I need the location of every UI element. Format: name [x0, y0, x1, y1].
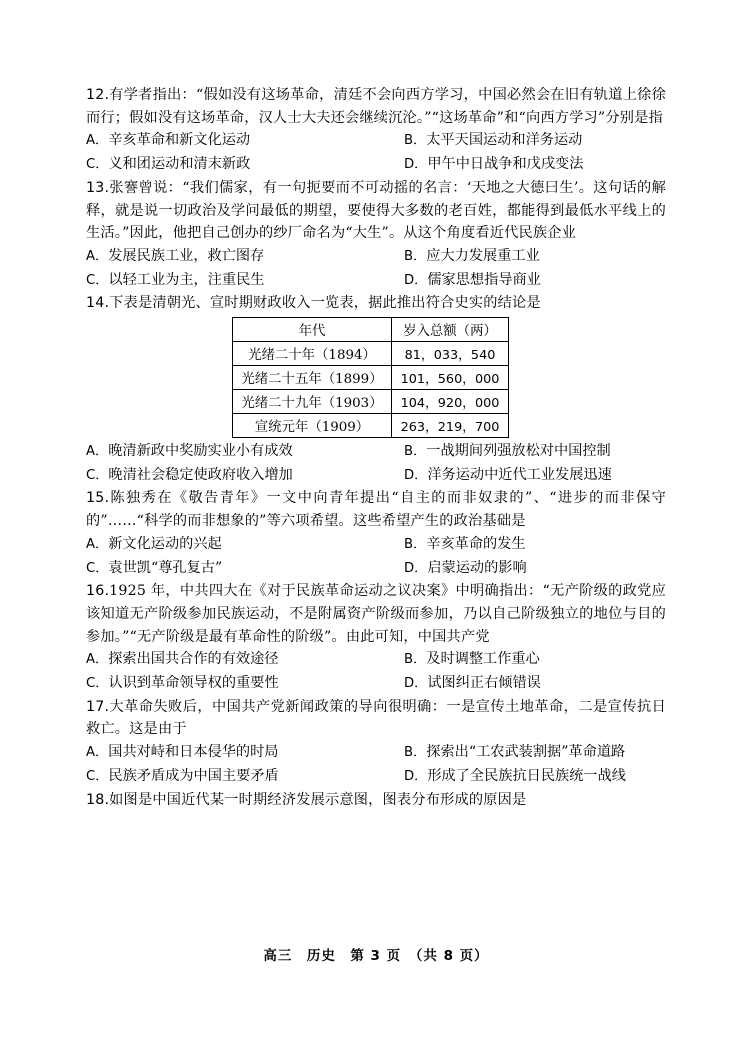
question-15-options — [86, 533, 666, 580]
option-c[interactable] — [86, 672, 404, 696]
option-letter: D． — [404, 467, 428, 483]
option-text: 太平天国运动和洋务运动 — [426, 132, 583, 149]
option-letter: C． — [86, 768, 109, 784]
table-cell-year: 宣统元年（1909） — [233, 414, 392, 438]
question-13-options — [86, 245, 666, 292]
option-text: 甲午中日战争和戊戌变法 — [427, 156, 584, 173]
option-letter: B． — [404, 536, 427, 552]
option-text: 辛亥革命和新文化运动 — [108, 132, 251, 149]
option-c[interactable] — [86, 557, 404, 581]
option-text: 探索出“工农武装割据”革命道路 — [426, 744, 626, 761]
question-18-stem — [86, 789, 666, 812]
option-c[interactable] — [86, 153, 404, 177]
option-b[interactable] — [404, 533, 666, 557]
option-text: 一战期间列强放松对中国控制 — [426, 443, 611, 460]
question-14-options — [86, 440, 666, 487]
question-14-stem — [86, 292, 666, 315]
option-letter: B． — [404, 133, 427, 149]
option-text: 辛亥革命的发生 — [426, 535, 526, 552]
question-list — [86, 84, 666, 811]
option-text: 民族矛盾成为中国主要矛盾 — [108, 767, 279, 784]
table-cell-year: 光绪二十五年（1899） — [233, 366, 392, 390]
table-cell-year: 光绪二十九年（1903） — [233, 390, 392, 414]
question-text: 有学者指出：“假如没有这场革命，清廷不会向西方学习，中国必然会在旧有轨道上徐徐而行；假如没有这场革命，汉人士大夫还会继续沉沦。”“这场革命”和“向西方学习”分别是指 — [86, 87, 666, 126]
option-letter: C． — [86, 560, 109, 576]
option-letter: A． — [86, 652, 109, 668]
option-letter: C． — [86, 272, 109, 288]
option-letter: B． — [404, 444, 427, 460]
option-letter: A． — [86, 133, 109, 149]
table-cell-year: 光绪二十年（1894） — [233, 342, 392, 366]
option-letter: D． — [404, 272, 428, 288]
option-a[interactable] — [86, 129, 404, 153]
option-letter: A． — [86, 444, 109, 460]
option-text: 国共对峙和日本侵华的时局 — [108, 744, 279, 761]
table-header: 年代 — [233, 318, 392, 342]
option-c[interactable] — [86, 464, 404, 488]
question-13-stem — [86, 177, 666, 245]
option-text: 晚清社会稳定使政府收入增加 — [108, 466, 293, 483]
option-a[interactable] — [86, 245, 404, 269]
option-letter: C． — [86, 676, 109, 692]
option-letter: A． — [86, 536, 109, 552]
question-text: 下表是清朝光、宣时期财政收入一览表，据此推出符合史实的结论是 — [109, 295, 541, 312]
question-17-stem — [86, 696, 666, 741]
option-letter: A． — [86, 248, 109, 264]
option-b[interactable] — [404, 129, 666, 153]
question-16-stem — [86, 580, 666, 648]
table-header: 岁入总额（两） — [392, 318, 509, 342]
option-text: 袁世凯“尊孔复古” — [108, 559, 223, 576]
question-text: 如图是中国近代某一时期经济发展示意图，图表分布形成的原因是 — [109, 791, 527, 808]
option-text: 探索出国共合作的有效途径 — [108, 651, 279, 668]
option-text: 以轻工业为主，注重民生 — [108, 271, 265, 288]
option-text: 认识到革命领导权的重要性 — [108, 675, 279, 692]
table-row — [233, 342, 509, 366]
option-letter: C． — [86, 467, 109, 483]
option-letter: D． — [404, 157, 428, 173]
option-b[interactable] — [404, 648, 666, 672]
option-b[interactable] — [404, 741, 666, 765]
question-text: 大革命失败后，中国共产党新闻政策的导向很明确：一是宣传土地革命，二是宣传抗日救亡。这是由于 — [86, 698, 666, 738]
question-number: 18. — [86, 791, 110, 808]
option-text: 形成了全民族抗日民族统一战线 — [427, 767, 626, 784]
option-letter: C． — [86, 157, 109, 173]
option-text: 应大力发展重工业 — [426, 247, 540, 264]
option-a[interactable] — [86, 440, 404, 464]
question-17-options — [86, 741, 666, 788]
question-15-stem — [86, 487, 666, 532]
table-header-row — [233, 318, 509, 342]
option-letter: A． — [86, 745, 109, 761]
option-text: 启蒙运动的影响 — [427, 559, 527, 576]
option-text: 发展民族工业，救亡图存 — [108, 247, 265, 264]
option-c[interactable] — [86, 269, 404, 293]
option-letter: B． — [404, 248, 427, 264]
question-number: 17. — [86, 698, 110, 715]
option-b[interactable] — [404, 245, 666, 269]
table-cell-revenue: 104，920，000 — [392, 390, 509, 414]
option-letter: D． — [404, 676, 428, 692]
option-letter: D． — [404, 768, 428, 784]
option-d[interactable] — [404, 153, 666, 177]
table-cell-revenue: 263，219，700 — [392, 414, 509, 438]
option-letter: D． — [404, 560, 428, 576]
question-text: 陈独秀在《敬告青年》一文中向青年提出“自主的而非奴隶的”、“进步的而非保守的”……“科学的而非想象的”等六项希望。这些希望产生的政治基础是 — [86, 490, 666, 530]
option-text: 洋务运动中近代工业发展迅速 — [427, 466, 612, 483]
option-text: 晚清新政中奖励实业小有成效 — [108, 443, 293, 460]
option-letter: B． — [404, 745, 427, 761]
option-text: 义和团运动和清末新政 — [108, 156, 251, 173]
table-row — [233, 390, 509, 414]
question-number: 12. — [86, 87, 110, 103]
option-text: 试图纠正右倾错误 — [427, 675, 541, 692]
option-b[interactable] — [404, 440, 666, 464]
table-row — [233, 414, 509, 438]
option-d[interactable] — [404, 269, 666, 293]
question-text: 1925 年，中共四大在《对于民族革命运动之议决案》中明确指出：“无产阶级的政党应该知道无产阶级参加民族运动，不是附属资产阶级而参加，乃以自己阶级独立的地位与目的参加。”“无产阶级是最有革命性的阶级”。由此可知，中国共产党 — [86, 583, 666, 645]
option-text: 新文化运动的兴起 — [108, 535, 222, 552]
option-d[interactable] — [404, 464, 666, 488]
table-cell-revenue: 81，033，540 — [392, 342, 509, 366]
revenue-table — [232, 317, 509, 438]
option-c[interactable] — [86, 765, 404, 789]
page-footer: 高三 历史 第 3 页 （共 8 页） — [263, 948, 489, 964]
option-text: 儒家思想指导商业 — [427, 271, 541, 288]
question-number: 15. — [86, 490, 110, 507]
question-text: 张謇曾说：“我们儒家，有一句扼要而不可动摇的名言：‘天地之大德曰生’。这句话的解释，就是说一切政治及学问最低的期望，要使得大多数的老百姓，都能得到最低水平线上的生活。”因此，他把自己创办的纱厂命名为“大生”。从这个角度看近代民族企业 — [86, 179, 666, 242]
question-12-options — [86, 129, 666, 176]
option-d[interactable] — [404, 672, 666, 696]
table-row — [233, 366, 509, 390]
option-a[interactable] — [86, 533, 404, 557]
table-cell-revenue: 101，560，000 — [392, 366, 509, 390]
question-16-options — [86, 648, 666, 695]
question-number: 13. — [86, 179, 110, 196]
option-text: 及时调整工作重心 — [426, 651, 540, 668]
option-d[interactable] — [404, 765, 666, 789]
question-number: 14. — [86, 295, 110, 312]
option-a[interactable] — [86, 648, 404, 672]
question-number: 16. — [86, 583, 110, 600]
option-a[interactable] — [86, 741, 404, 765]
option-letter: B． — [404, 652, 427, 668]
question-12-stem — [86, 84, 666, 129]
option-d[interactable] — [404, 557, 666, 581]
